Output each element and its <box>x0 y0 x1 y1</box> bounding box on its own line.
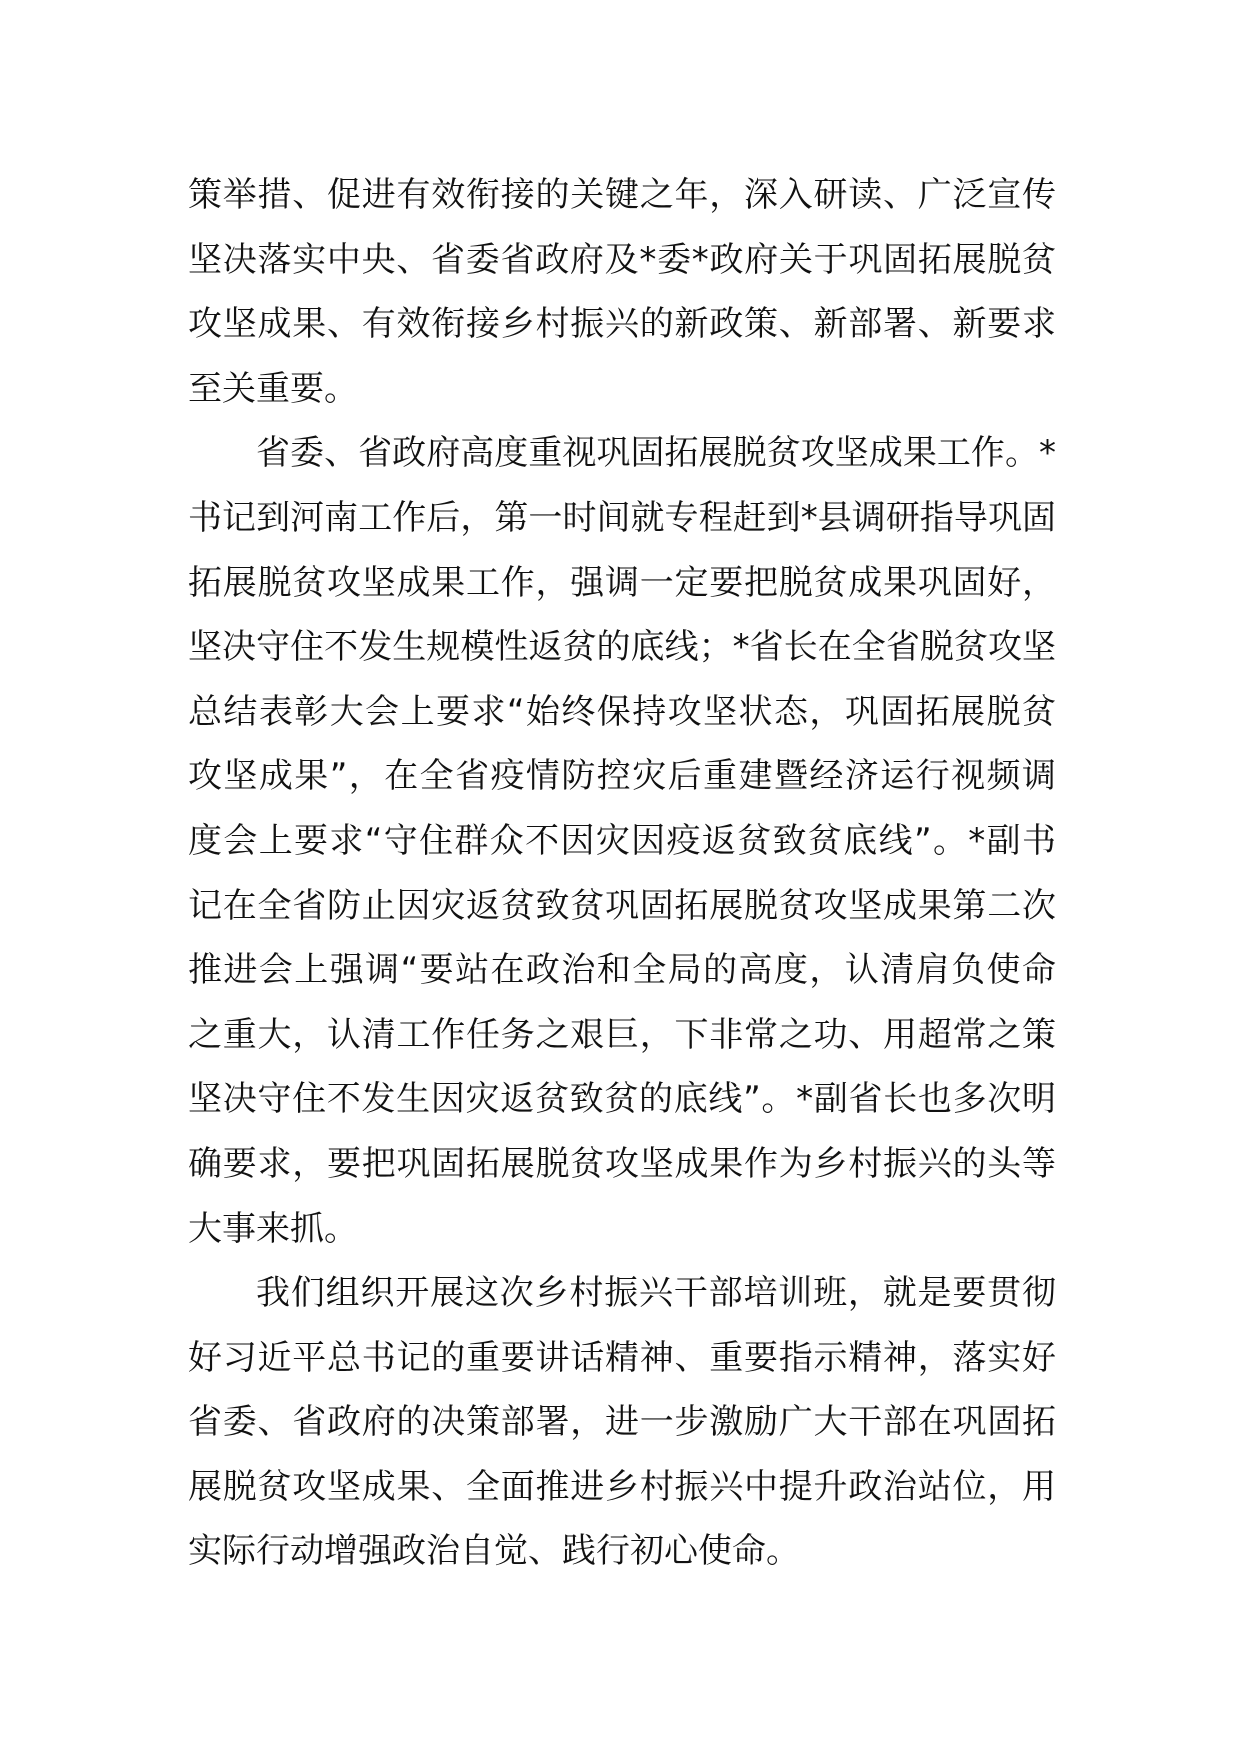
text-line: 展脱贫攻坚成果、全面推进乡村振兴中提升政治站位，用 <box>188 1466 1056 1507</box>
text-line: 策举措、促进有效衔接的关键之年，深入研读、广泛宣传 <box>188 175 1056 215</box>
text-line: 总结表彰大会上要求“始终保持攻坚状态，巩固拓展脱贫 <box>188 691 1056 732</box>
text-line: 省委、省政府的决策部署，进一步激励广大干部在巩固拓 <box>188 1402 1056 1443</box>
text-line: 攻坚成果”，在全省疫情防控灾后重建暨经济运行视频调 <box>188 756 1056 797</box>
text-line: 推进会上强调“要站在政治和全局的高度，认清肩负使命 <box>188 950 1056 991</box>
paragraph-1 <box>188 163 1056 421</box>
text-line: 之重大，认清工作任务之艰巨，下非常之功、用超常之策 <box>188 1014 1056 1055</box>
text-line: 记在全省防止因灾返贫致贫巩固拓展脱贫攻坚成果第二次 <box>188 885 1056 926</box>
text-line: 省委、省政府高度重视巩固拓展脱贫攻坚成果工作。* <box>256 433 1056 474</box>
document-body <box>188 163 1056 1584</box>
text-line: 坚决守住不发生因灾返贫致贫的底线”。*副省长也多次明 <box>188 1079 1056 1120</box>
paragraph-3 <box>188 1261 1056 1584</box>
text-line: 至关重要。 <box>188 368 358 409</box>
text-line: 我们组织开展这次乡村振兴干部培训班，就是要贯彻 <box>256 1273 1056 1314</box>
text-line: 实际行动增强政治自觉、践行初心使命。 <box>188 1531 800 1572</box>
text-line: 坚决落实中央、省委省政府及*委*政府关于巩固拓展脱贫 <box>188 239 1056 280</box>
text-line: 度会上要求“守住群众不因灾因疫返贫致贫底线”。*副书 <box>188 820 1056 861</box>
text-line: 书记到河南工作后，第一时间就专程赶到*县调研指导巩固 <box>188 497 1056 538</box>
text-line: 攻坚成果、有效衔接乡村振兴的新政策、新部署、新要求 <box>188 304 1056 345</box>
paragraph-2 <box>188 421 1056 1261</box>
text-line: 坚决守住不发生规模性返贫的底线；*省长在全省脱贫攻坚 <box>188 627 1056 668</box>
text-line: 拓展脱贫攻坚成果工作，强调一定要把脱贫成果巩固好， <box>188 562 1056 603</box>
text-line: 确要求，要把巩固拓展脱贫攻坚成果作为乡村振兴的头等 <box>188 1143 1056 1184</box>
text-line: 大事来抓。 <box>188 1208 358 1249</box>
text-line: 好习近平总书记的重要讲话精神、重要指示精神，落实好 <box>188 1337 1056 1378</box>
